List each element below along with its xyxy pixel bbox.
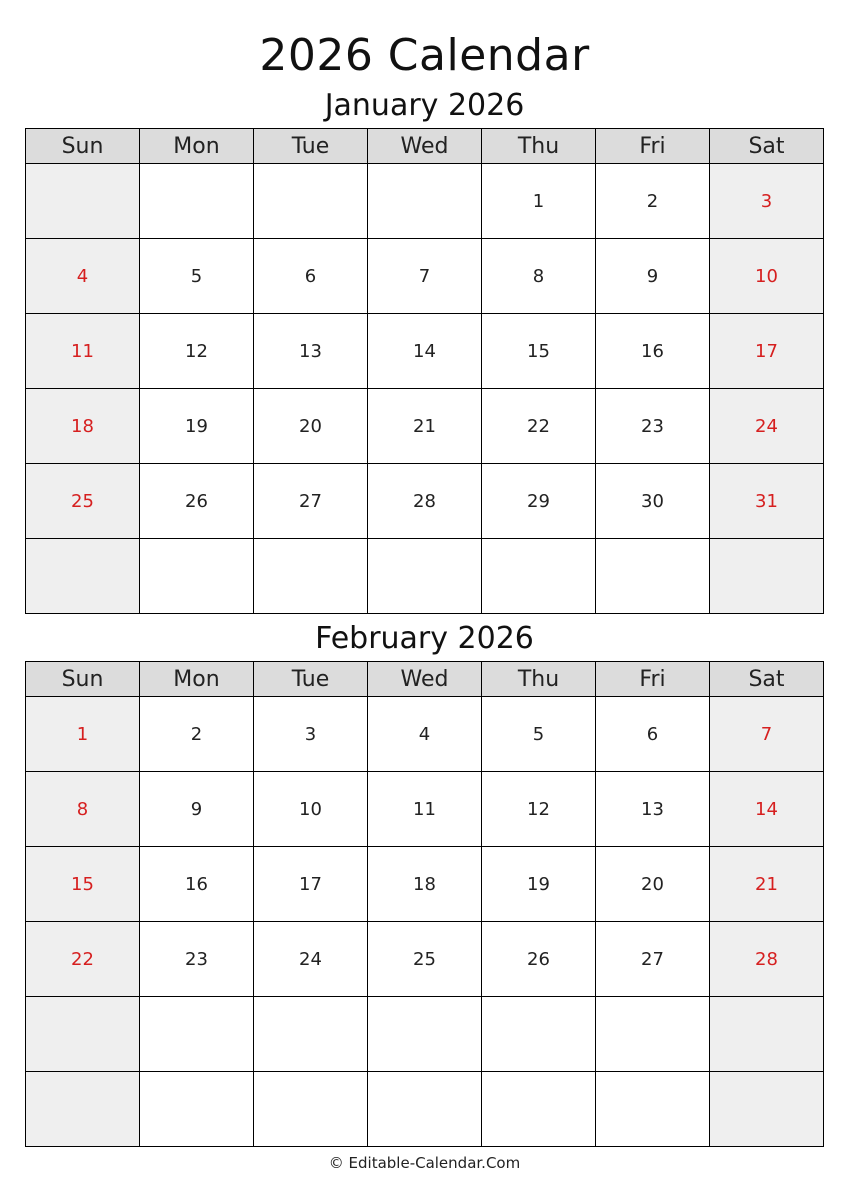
footer-credit: © Editable-Calendar.Com	[328, 1154, 521, 1172]
day-cell: 15	[26, 847, 140, 922]
day-cell: 30	[596, 464, 710, 539]
day-cell	[26, 539, 140, 614]
day-cell: 13	[596, 772, 710, 847]
weekday-header-row	[26, 662, 824, 697]
day-cell: 4	[368, 697, 482, 772]
day-cell	[368, 1072, 482, 1147]
day-cell: 22	[26, 922, 140, 997]
day-cell: 21	[710, 847, 824, 922]
day-cell: 14	[710, 772, 824, 847]
day-cell	[254, 1072, 368, 1147]
calendar-table-february	[25, 661, 824, 1147]
day-cell	[254, 997, 368, 1072]
day-cell: 19	[140, 389, 254, 464]
day-cell: 5	[482, 697, 596, 772]
day-cell: 24	[254, 922, 368, 997]
day-cell: 14	[368, 314, 482, 389]
weekday-header: Tue	[254, 662, 368, 697]
day-cell: 25	[26, 464, 140, 539]
day-cell: 8	[26, 772, 140, 847]
day-cell	[482, 1072, 596, 1147]
day-cell	[140, 539, 254, 614]
day-cell: 17	[254, 847, 368, 922]
week-row	[26, 314, 824, 389]
day-cell: 3	[710, 164, 824, 239]
weekday-header: Sat	[710, 662, 824, 697]
day-cell: 11	[26, 314, 140, 389]
month-title-january: January 2026	[324, 88, 525, 123]
weekday-header: Thu	[482, 662, 596, 697]
week-row	[26, 997, 824, 1072]
day-cell: 26	[140, 464, 254, 539]
day-cell: 5	[140, 239, 254, 314]
weekday-header: Mon	[140, 662, 254, 697]
day-cell: 1	[482, 164, 596, 239]
day-cell	[254, 539, 368, 614]
day-cell	[26, 997, 140, 1072]
day-cell: 24	[710, 389, 824, 464]
day-cell: 28	[710, 922, 824, 997]
day-cell: 10	[710, 239, 824, 314]
day-cell: 12	[140, 314, 254, 389]
day-cell	[254, 164, 368, 239]
day-cell	[596, 997, 710, 1072]
day-cell: 2	[140, 697, 254, 772]
weekday-header: Fri	[596, 662, 710, 697]
day-cell	[140, 164, 254, 239]
day-cell: 3	[254, 697, 368, 772]
week-row	[26, 772, 824, 847]
day-cell: 7	[368, 239, 482, 314]
day-cell: 16	[596, 314, 710, 389]
day-cell: 6	[254, 239, 368, 314]
day-cell: 23	[140, 922, 254, 997]
week-row	[26, 239, 824, 314]
day-cell: 15	[482, 314, 596, 389]
week-row	[26, 464, 824, 539]
weekday-header-row	[26, 129, 824, 164]
day-cell: 12	[482, 772, 596, 847]
day-cell: 18	[26, 389, 140, 464]
week-row	[26, 539, 824, 614]
day-cell: 27	[254, 464, 368, 539]
day-cell: 29	[482, 464, 596, 539]
week-row	[26, 922, 824, 997]
day-cell: 1	[26, 697, 140, 772]
day-cell: 4	[26, 239, 140, 314]
weekday-header: Fri	[596, 129, 710, 164]
day-cell: 18	[368, 847, 482, 922]
week-row	[26, 164, 824, 239]
day-cell	[368, 539, 482, 614]
day-cell: 6	[596, 697, 710, 772]
day-cell	[710, 539, 824, 614]
weekday-header: Sat	[710, 129, 824, 164]
day-cell	[482, 997, 596, 1072]
weekday-header: Tue	[254, 129, 368, 164]
calendar-table-january	[25, 128, 824, 614]
week-row	[26, 847, 824, 922]
day-cell	[140, 997, 254, 1072]
day-cell	[596, 1072, 710, 1147]
page-title: 2026 Calendar	[259, 30, 590, 81]
day-cell: 2	[596, 164, 710, 239]
day-cell	[710, 1072, 824, 1147]
day-cell: 27	[596, 922, 710, 997]
day-cell: 10	[254, 772, 368, 847]
month-title-february: February 2026	[315, 621, 534, 656]
day-cell: 16	[140, 847, 254, 922]
day-cell: 8	[482, 239, 596, 314]
day-cell: 22	[482, 389, 596, 464]
day-cell: 25	[368, 922, 482, 997]
day-cell: 17	[710, 314, 824, 389]
day-cell	[368, 164, 482, 239]
day-cell	[710, 997, 824, 1072]
day-cell	[368, 997, 482, 1072]
day-cell: 20	[254, 389, 368, 464]
day-cell	[482, 539, 596, 614]
weekday-header: Wed	[368, 662, 482, 697]
weekday-header: Wed	[368, 129, 482, 164]
weekday-header: Sun	[26, 129, 140, 164]
day-cell: 31	[710, 464, 824, 539]
day-cell	[596, 539, 710, 614]
day-cell	[26, 164, 140, 239]
day-cell: 19	[482, 847, 596, 922]
day-cell: 7	[710, 697, 824, 772]
day-cell: 23	[596, 389, 710, 464]
day-cell: 26	[482, 922, 596, 997]
day-cell: 21	[368, 389, 482, 464]
day-cell: 13	[254, 314, 368, 389]
weekday-header: Sun	[26, 662, 140, 697]
day-cell	[26, 1072, 140, 1147]
day-cell: 20	[596, 847, 710, 922]
day-cell	[140, 1072, 254, 1147]
day-cell: 9	[140, 772, 254, 847]
week-row	[26, 1072, 824, 1147]
day-cell: 9	[596, 239, 710, 314]
week-row	[26, 389, 824, 464]
day-cell: 28	[368, 464, 482, 539]
day-cell: 11	[368, 772, 482, 847]
week-row	[26, 697, 824, 772]
weekday-header: Mon	[140, 129, 254, 164]
weekday-header: Thu	[482, 129, 596, 164]
